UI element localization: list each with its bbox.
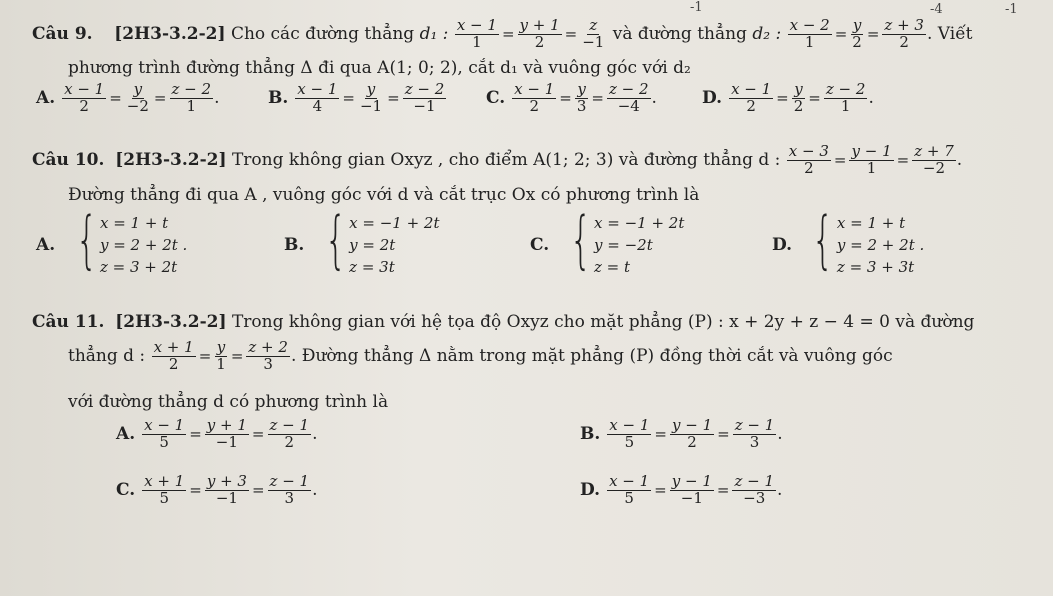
q11-text1: Trong không gian với hệ tọa độ Oxyz cho mặt phẳng (P) : x + 2y + z − 4 = 0 và đường [231,312,975,332]
q9-d1-frac3: $\frac{z}{-1}$ [582,16,605,51]
top-fragment-2: -4 [930,2,943,17]
q11-label: Câu 11. [32,312,105,332]
q10-option-a: A. { x = 1 + t y = 2 + 2t . z = 3 + 2t [36,203,188,276]
q11-option-a: A. $\frac{x - 1}{5}$ = $\frac{y + 1}{-1}$ = $\frac{z - 1}{2}$ . [116,416,318,451]
q9-d2-name: d₂ : [752,23,782,44]
q9-text3: . Viết [926,23,973,44]
q10-option-b: B. { x = −1 + 2t y = 2t z = 3t [284,203,440,276]
q10-code: [2H3-3.2-2] [115,149,227,170]
q9-d1-frac1: $\frac{x - 1}{1}$ [456,16,497,51]
q11-option-d: D. $\frac{x - 1}{5}$ = $\frac{y - 1}{-1}$ = $\frac{z - 1}{-3}$ . [580,472,783,507]
q10-line2: Đường thẳng đi qua A , vuông góc với d và cắt trục Ox có phương trình là [68,185,700,205]
q10-label: Câu 10. [32,149,105,170]
q11-code: [2H3-3.2-2] [115,312,227,332]
q9-option-c: C. $\frac{x - 1}{2}$ = $\frac{y}{3}$ = $\frac{z - 2}{-4}$ . [486,80,657,115]
q11-option-b: B. $\frac{x - 1}{5}$ = $\frac{y - 1}{2}$ = $\frac{z - 1}{3}$ . [580,416,783,451]
q9-d1-frac2: $\frac{y + 1}{2}$ [519,16,560,51]
q9-label: Câu 9. [32,23,93,44]
top-fragment-1: -1 [690,0,703,15]
q11-option-c: C. $\frac{x + 1}{5}$ = $\frac{y + 3}{-1}$ = $\frac{z - 1}{3}$ . [116,472,318,507]
q9-d2-frac2: $\frac{y}{2}$ [852,16,862,51]
q9-d2-frac1: $\frac{x - 2}{1}$ [789,16,830,51]
q10-option-d: D. { x = 1 + t y = 2 + 2t . z = 3 + 3t [772,203,925,276]
q9-line2: phương trình đường thẳng Δ đi qua A(1; 0; 2), cắt d₁ và vuông góc với d₂ [68,58,691,78]
q9-option-d: D. $\frac{x - 1}{2}$ = $\frac{y}{2}$ = $\frac{z - 2}{1}$ . [702,80,874,115]
q9-text2: và đường thẳng [612,23,747,44]
q9-d2-frac3: $\frac{z + 3}{2}$ [884,16,924,51]
q9-option-a: A. $\frac{x - 1}{2}$ = $\frac{y}{-2}$ = $\frac{z - 2}{1}$ . [36,80,220,115]
q11-line2: thẳng d : $\frac{x + 1}{2}$ = $\frac{y}{1}$ = $\frac{z + 2}{3}$ . Đường thẳng Δ nằm trong mặt phẳng (P) đồng thời cắt và vuông góc [68,338,893,373]
top-fragment-3: -1 [1005,2,1018,17]
q9-d1-name: d₁ : [419,23,449,44]
q9-text1: Cho các đường thẳng [230,23,415,44]
q10-line1: Câu 10. [2H3-3.2-2] Trong không gian Oxyz , cho điểm A(1; 2; 3) và đường thẳng d : $\frac{x - 3}{2}$ = $\frac{y - 1}{1}$ = $\frac{z + 7}{-2}$ . [32,142,963,177]
q10-option-c: C. { x = −1 + 2t y = −2t z = t [530,203,685,276]
q9-line1: Câu 9. [2H3-3.2-2] Cho các đường thẳng d₁ : $\frac{x - 1}{1}$ = $\frac{y + 1}{2}$ = $\frac{z}{-1}$ và đường thẳng d₂ : $\frac{x - 2}{1}$ = $\frac{y}{2}$ = $\frac{z + 3}{2}$ . Viết [32,16,973,51]
q9-code: [2H3-3.2-2] [114,23,226,44]
q9-option-b: B. $\frac{x - 1}{4}$ = $\frac{y}{-1}$ = $\frac{z - 2}{-1}$ [268,80,445,115]
q11-line1 [32,312,974,332]
q11-line3: với đường thẳng d có phương trình là [68,392,389,412]
q10-text1: Trong không gian Oxyz , cho điểm A(1; 2; 3) và đường thẳng d : [231,149,781,170]
